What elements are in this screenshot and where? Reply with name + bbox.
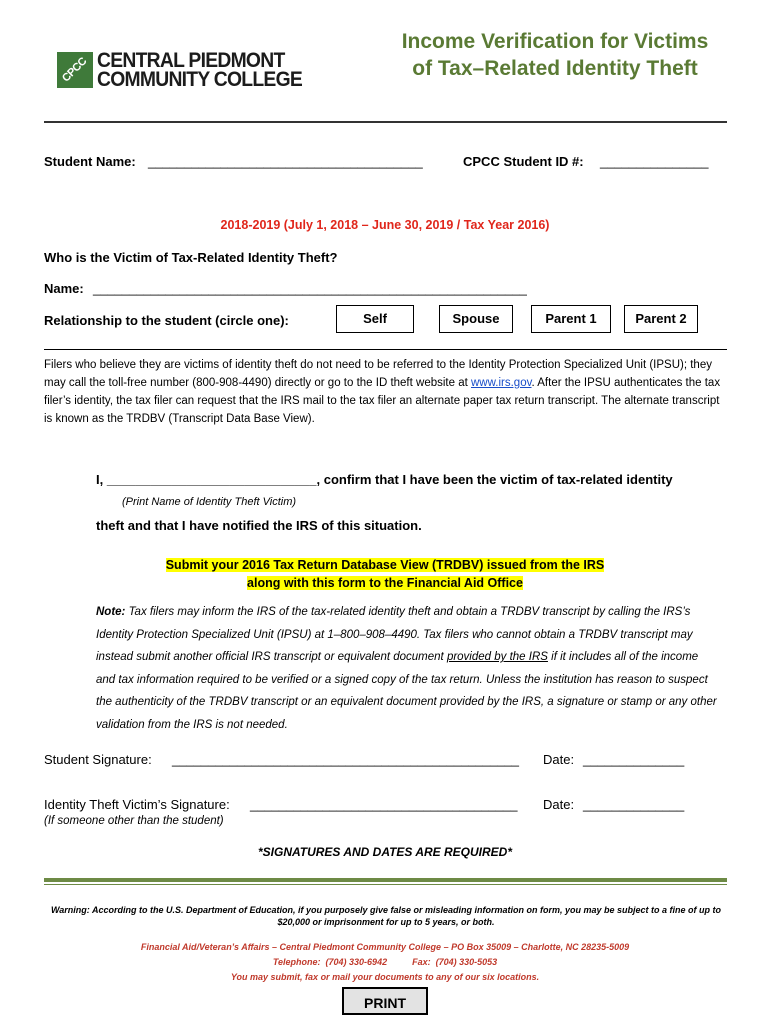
footer-divider-thin xyxy=(44,884,727,885)
college-logo-text: CENTRAL PIEDMONT COMMUNITY COLLEGE xyxy=(97,49,303,91)
student-signature-field[interactable]: ________________________________________________ xyxy=(172,752,520,767)
relationship-option-parent-1[interactable]: Parent 1 xyxy=(531,305,611,333)
legal-warning: Warning: According to the U.S. Department of Education, if you purposely give false or misleading information on form, you may be subject to a fine of up to $20,000 or imprisonment for up to 5 years, or both. xyxy=(50,905,722,927)
relationship-option-parent-2[interactable]: Parent 2 xyxy=(624,305,698,333)
relationship-option-self[interactable]: Self xyxy=(336,305,414,333)
victim-name-field[interactable]: ____________________________________________________________ xyxy=(93,281,527,296)
college-logo-mark: CPCC xyxy=(57,52,93,88)
student-id-field[interactable]: _______________ xyxy=(600,154,709,169)
victim-signature-hint: (If someone other than the student) xyxy=(44,815,224,827)
office-footer: Financial Aid/Veteran’s Affairs – Central Piedmont Community College – PO Box 35009 – Charlotte, NC 28235-5009 Telephone: (704) 330-6942 Fax: (704) 330-5053 You may submit, fax or mail your documents to any of our six locations. xyxy=(140,942,630,982)
signatures-required-notice: *SIGNATURES AND DATES ARE REQUIRED* xyxy=(257,845,513,859)
print-name-hint: (Print Name of Identity Theft Victim) xyxy=(122,496,297,508)
victim-name-label: Name: xyxy=(44,281,84,296)
relationship-label: Relationship to the student (circle one): xyxy=(44,313,289,328)
irs-website-link[interactable]: www.irs.gov xyxy=(471,377,532,389)
footer-divider-thick xyxy=(44,878,727,882)
submit-instruction: Submit your 2016 Tax Return Database View (TRDBV) issued from the IRS along with this form to the Financial Aid Office xyxy=(165,558,605,590)
section-divider xyxy=(44,349,727,350)
confirm-statement-line2: theft and that I have notified the IRS of this situation. xyxy=(96,518,422,533)
student-name-field[interactable]: ______________________________________ xyxy=(148,154,423,169)
victim-signature-label: Identity Theft Victim’s Signature: xyxy=(44,797,230,812)
student-name-label: Student Name: xyxy=(44,154,136,169)
aid-year-line: 2018-2019 (July 1, 2018 – June 30, 2019 / Tax Year 2016) xyxy=(220,218,550,232)
print-button[interactable]: PRINT xyxy=(342,987,428,1015)
victim-date-field[interactable]: ______________ xyxy=(583,797,685,812)
confirm-statement: I, _____________________________, confirm that I have been the victim of tax-related identity xyxy=(96,472,673,487)
form-title: Income Verification for Victims of Tax–Related Identity Theft xyxy=(401,30,709,80)
victim-date-label: Date: xyxy=(543,797,575,812)
header-divider xyxy=(44,121,727,123)
student-date-field[interactable]: ______________ xyxy=(583,752,685,767)
victim-question: Who is the Victim of Tax-Related Identity Theft? xyxy=(44,250,338,265)
student-id-label: CPCC Student ID #: xyxy=(463,154,584,169)
victim-signature-field[interactable]: _____________________________________ xyxy=(250,797,518,812)
relationship-option-spouse[interactable]: Spouse xyxy=(439,305,513,333)
student-date-label: Date: xyxy=(543,752,575,767)
student-signature-label: Student Signature: xyxy=(44,752,152,767)
confirm-name-field[interactable]: _____________________________ xyxy=(106,472,317,487)
note-paragraph: Note: Tax filers may inform the IRS of the tax-related identity theft and obtain a TRDBV transcript by calling the IRS’s Identity Protection Specialized Unit (IPSU) at 1–800–908–4490. Tax filers who cannot obtain a TRDBV transcript may instead submit another official IRS transcript or equivalent document provided by the IRS if it includes all of the income and tax information required to be verified or a signed copy of the tax return. Unless the institution has reason to suspect the authenticity of the TRDBV transcript or an equivalent document provided by the IRS, a signature or stamp or any other validation from the IRS is not needed. xyxy=(96,606,717,731)
info-paragraph: Filers who believe they are victims of identity theft do not need to be referred to the Identity Protection Specialized Unit (IPSU); they may call the toll-free number (800-908-4490) directly or go to the ID theft website at www.irs.gov. After the IPSU authenticates the tax filer’s identity, the tax filer can request that the IRS mail to the tax filer an alternate paper tax return transcript. The alternate transcript is known as the TRDBV (Transcript Data Base View). xyxy=(44,359,721,425)
